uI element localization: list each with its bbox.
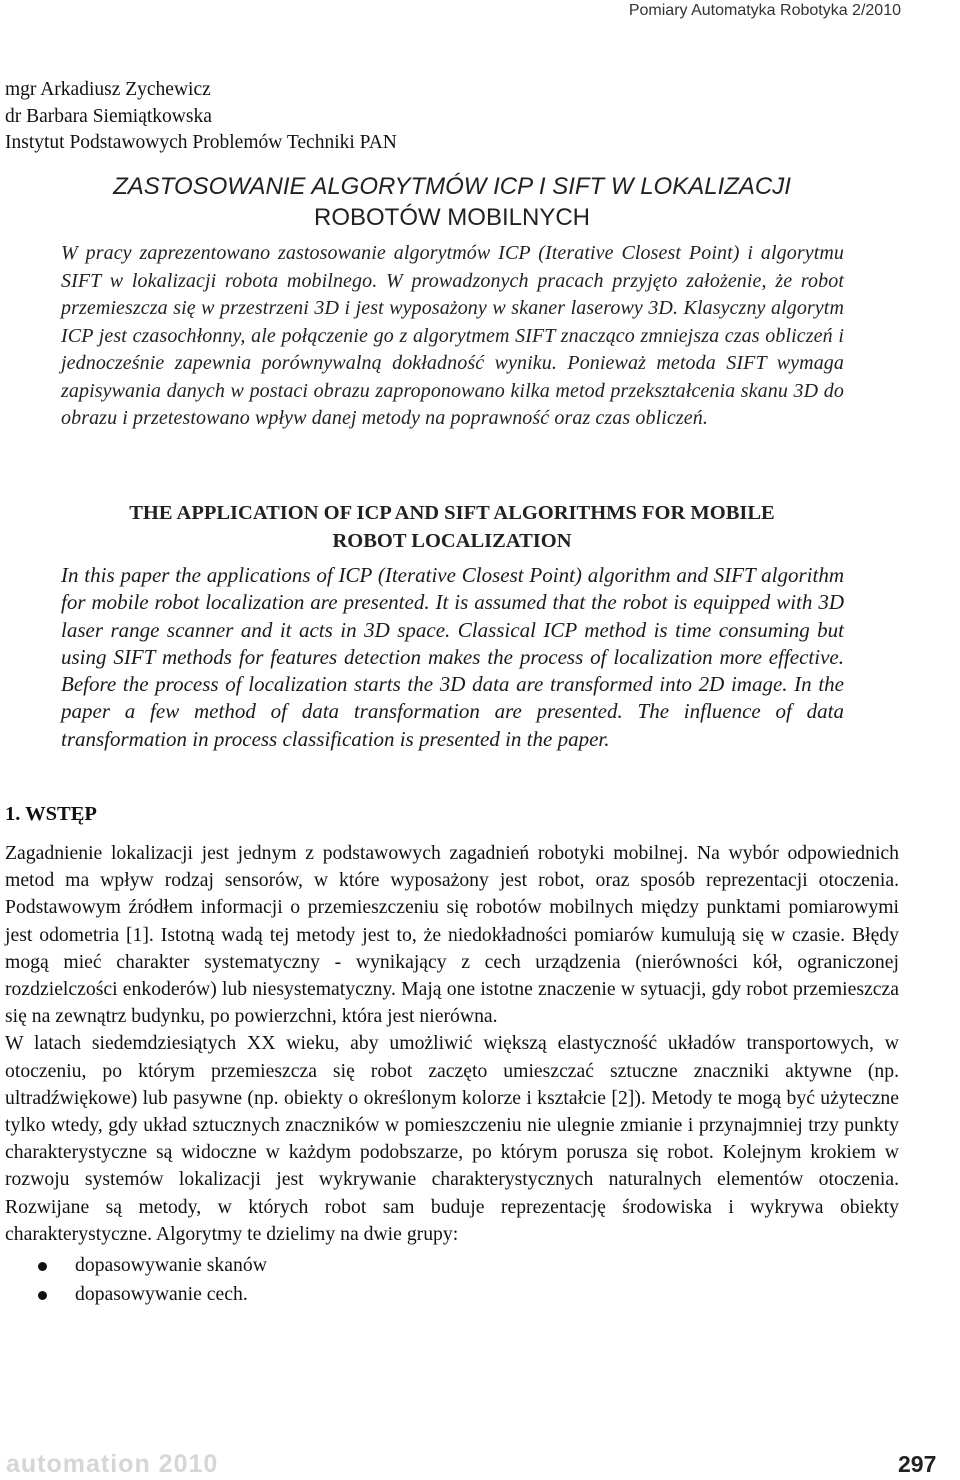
page-number: 297 [898, 1451, 937, 1477]
list-item-text: dopasowywanie cech. [75, 1283, 248, 1306]
paper-title-english [0, 499, 904, 555]
title-line: ROBOT LOCALIZATION [332, 530, 572, 552]
journal-header: Pomiary Automatyka Robotyka 2/2010 [628, 2, 901, 19]
bullet-icon [38, 1291, 47, 1300]
list-item [5, 1252, 899, 1281]
list-item-text: dopasowywanie skanów [75, 1254, 267, 1277]
body-paragraph: W latach siedemdziesiątych XX wieku, aby umożliwić większą elastyczność układów transportowych, w otoczeniu, po którym przemieszcza się robot zaczęto umieszczać sztuczne znaczniki aktywne (np. ultradźwiękowe) lub pasywne (np. obiekty o określonym kolorze i kształcie [2]). Metody te mogą być użyteczne tylko wtedy, gdy układ sztucznych znaczników w pomieszczeniu nie ulegnie zmianie i przynajmniej trzy punkty charakterystyczne są widoczne w każdym podobszarze, po którym porusza się robot. Kolejnym krokiem w rozwoju systemów lokalizacji jest wykrywanie charakterystycznych naturalnych elementów otoczenia. Rozwijane są metody, w których robot sam buduje reprezentację środowiska i wykrywa obiekty charakterystyczne. Algorytmy te dzielimy na dwie grupy: [5, 1032, 899, 1245]
paper-title-polish [0, 171, 904, 233]
footer-logo: automation 2010 [6, 1450, 219, 1478]
bullet-list [5, 1252, 899, 1310]
author-name: mgr Arkadiusz Zychewicz [5, 79, 211, 100]
title-line: ZASTOSOWANIE ALGORYTMÓW ICP I SIFT W LOKALIZACJI [113, 173, 791, 200]
title-line: ROBOTÓW MOBILNYCH [313, 204, 590, 231]
title-line: THE APPLICATION OF ICP AND SIFT ALGORITHMS FOR MOBILE [129, 502, 775, 524]
author-affiliation: Instytut Podstawowych Problemów Techniki PAN [5, 132, 397, 153]
section-heading: 1. WSTĘP [5, 803, 97, 825]
author-block [5, 77, 397, 157]
bullet-icon [38, 1262, 47, 1271]
body-paragraph: Zagadnienie lokalizacji jest jednym z podstawowych zagadnień robotyki mobilnej. Na wybór odpowiednich metod ma wpływ rodzaj sensorów, w które wyposażony jest robot, oraz sposób reprezentacji otoczenia. Podstawowym źródłem informacji o przemieszczeniu się robotów mobilnych między punktami pomiarowymi jest odometria [1]. Istotną wadą tej metody jest to, że niedokładności pomiarów kumulują się w czasie. Błędy mogą mieć charakter systematyczny - wynikający z cech urządzenia (nierówności kół, ograniczonej rozdzielczości enkoderów) lub niesystematyczny. Mają one istotne znaczenie w sytuacji, gdy robot przemieszcza się na zewnątrz budynku, po powierzchni, która jest nierówna. [5, 842, 899, 1028]
abstract-polish: W pracy zaprezentowano zastosowanie algorytmów ICP (Iterative Closest Point) i algorytmu SIFT w lokalizacji robota mobilnego. W prowadzonych pracach przyjęto założenie, że robot przemieszcza się w przestrzeni 3D i jest wyposażony w skaner laserowy 3D. Klasyczny algorytm ICP jest czasochłonny, ale połączenie go z algorytmem SIFT znacząco zmniejsza czas obliczeń i jednocześnie zapewnia porównywalną dokładność wyniku. Ponieważ metoda SIFT wymaga zapisywania danych w postaci obrazu zaproponowano kilka metod przekształcenia skanu 3D do obrazu i przetestowano wpływ danej metody na poprawność oraz czas obliczeń. [61, 242, 844, 429]
list-item [5, 1281, 899, 1310]
section-body [5, 840, 899, 1310]
abstract-english: In this paper the applications of ICP (Iterative Closest Point) algorithm and SIFT algorithm for mobile robot localization are presented. It is assumed that the robot is equipped with 3D laser range scanner and it acts in 3D space. Classical ICP method is time consuming but using SIFT methods for features detection makes the process of localization more effective. Before the process of localization starts the 3D data are transformed into 2D image. In the paper a few method of data transformation are presented. The influence of data transformation in process classification is presented in the paper. [61, 563, 844, 751]
author-name: dr Barbara Siemiątkowska [5, 105, 212, 127]
